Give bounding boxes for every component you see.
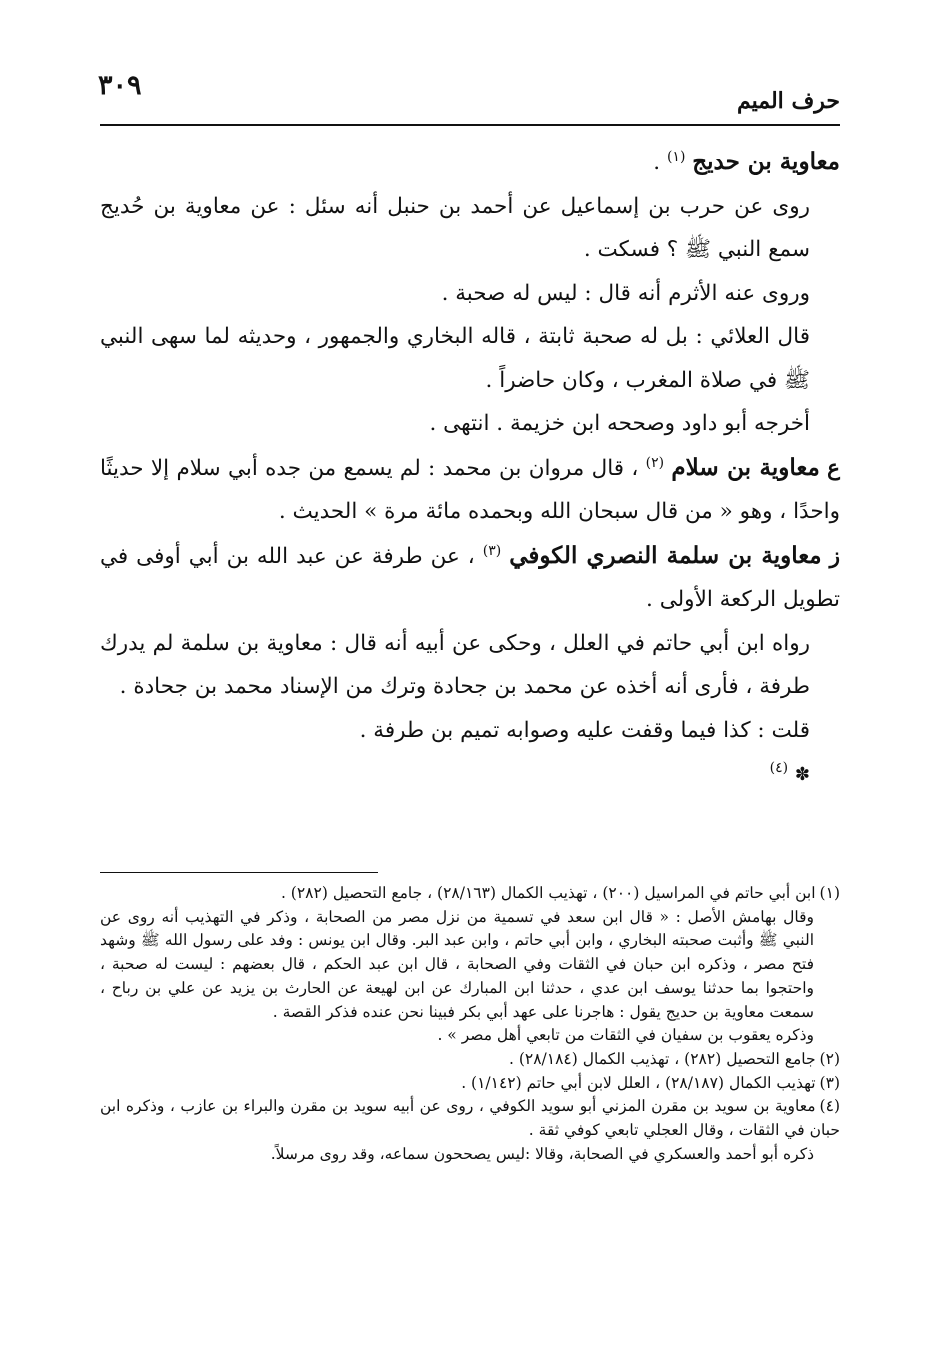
paragraph: قلت : كذا فيما وقفت عليه وصوابه تميم بن طرفة .	[359, 717, 810, 743]
page-header	[100, 66, 840, 118]
paragraph: روى عن حرب بن إسماعيل عن أحمد بن حنبل أنه سئل : عن معاوية بن حُديج سمع النبي ﷺ ؟ فسكت .	[100, 193, 810, 262]
running-title: حرف الميم	[736, 88, 840, 114]
footnote-1	[100, 882, 840, 906]
paragraph: رواه ابن أبي حاتم في العلل ، وحكى عن أبيه أنه قال : معاوية بن سلمة لم يدرك طرفة ، فأرى أنه أخذه عن محمد بن جحادة وترك من الإسناد محمد بن جحادة .	[100, 630, 810, 699]
entry-name: معاوية بن حديج	[692, 148, 840, 175]
footnote-ref: (١)	[666, 148, 686, 165]
footnote-text: تهذيب الكمال (٢٨/١٨٧) ، العلل لابن أبي حاتم (١/١٤٢) .	[461, 1073, 816, 1092]
entry-symbol: ز	[829, 543, 841, 569]
entry-2	[100, 446, 840, 534]
footnote-3	[100, 1072, 840, 1096]
footnote-rule	[100, 872, 378, 873]
entry-symbol: ع	[827, 455, 840, 481]
footnote-1-margin-note-end: وذكره يعقوب بن سفيان في الثقات من تابعي أهل مصر » .	[437, 1026, 814, 1045]
asterisk-icon: ✽	[794, 764, 810, 785]
footnote-text: جامع التحصيل (٢٨٢) ، تهذيب الكمال (٢٨/١٨٤) .	[509, 1049, 816, 1068]
footnote-number: (٤)	[819, 1097, 840, 1116]
paragraph: قال العلائي : بل له صحبة ثابتة ، قاله البخاري والجمهور ، وحديثه لما سهى النبي ﷺ في صلاة المغرب ، وكان حاضراً .	[100, 324, 810, 393]
page-number: ٣٠٩	[98, 70, 142, 101]
entry-text: ، قال مروان بن محمد : لم يسمع من جده أبي سلام إلا حديثًا واحدًا ، وهو « من قال سبحان الله وبحمده مائة مرة » الحديث .	[100, 455, 840, 524]
footnote-text: معاوية بن سويد بن مقرن المزني أبو سويد الكوفي ، روى عن أبيه سويد بن مقرن والبراء بن عازب ، وذكره ابن حبان في الثقات ، وقال العجلي تابعي كوفي ثقة .	[100, 1097, 840, 1140]
entry-heading-1	[100, 140, 840, 185]
entry-3	[100, 534, 840, 622]
entry-4	[100, 752, 840, 797]
entry-name: معاوية بن سلام	[671, 453, 820, 481]
entry-name: معاوية بن سلمة النصري الكوفي	[509, 541, 822, 569]
footnote-4-addendum: ذكره أبو أحمد والعسكري في الصحابة، وقالا :ليس يصححون سماعه، وقد روى مرسلاً.	[270, 1144, 814, 1163]
entry-punct: .	[653, 150, 667, 175]
footnote-ref: (٣)	[482, 542, 502, 559]
footnote-number: (١)	[819, 884, 840, 902]
main-text	[100, 140, 840, 797]
footnote-2	[100, 1048, 840, 1072]
paragraph: وروى عنه الأثرم أنه قال : ليس له صحبة .	[441, 280, 810, 306]
footnote-ref: (٢)	[645, 454, 665, 471]
footnote-ref: (٤)	[769, 759, 789, 776]
footnote-number: (٣)	[819, 1073, 840, 1092]
footnote-1-margin-note: وقال بهامش الأصل : « قال ابن سعد في تسمية من نزل مصر من الصحابة ، وذكر في التهذيب أنه روى عن النبي ﷺ وأثبت صحبته البخاري ، وابن أبي حاتم ، وابن عبد البر. وقال ابن يونس : وفد على رسول الله ﷺ وشهد فتح مصر ، وذكره ابن حبان في الثقات وفي الصحابة ، قال ابن عبد الحكم ، قال بعضهم : ليست له صحبة ، واحتجوا بما حدثنا يوسف ابن عدي ، حدثنا ابن المبارك عن ابن لهيعة عن الحارث بن يزيد عن علي بن رباح ، سمعت معاوية بن حديج يقول : هاجرنا على عهد أبي بكر فبينا نحن عنده فذكر القصة .	[100, 907, 814, 1021]
entry-text: ، عن طرفة عن عبد الله بن أبي أوفى في تطويل الركعة الأولى .	[100, 543, 840, 612]
paragraph: أخرجه أبو داود وصححه ابن خزيمة . انتهى .	[429, 411, 810, 436]
footnote-number: (٢)	[819, 1049, 840, 1068]
footnotes	[100, 882, 840, 1166]
book-page	[98, 66, 841, 1163]
footnote-text: ابن أبي حاتم في المراسيل (٢٠٠) ، تهذيب الكمال (٢٨/١٦٣) ، جامع التحصيل (٢٨٢) .	[280, 884, 816, 902]
footnote-4	[100, 1095, 840, 1142]
header-rule	[100, 124, 840, 126]
